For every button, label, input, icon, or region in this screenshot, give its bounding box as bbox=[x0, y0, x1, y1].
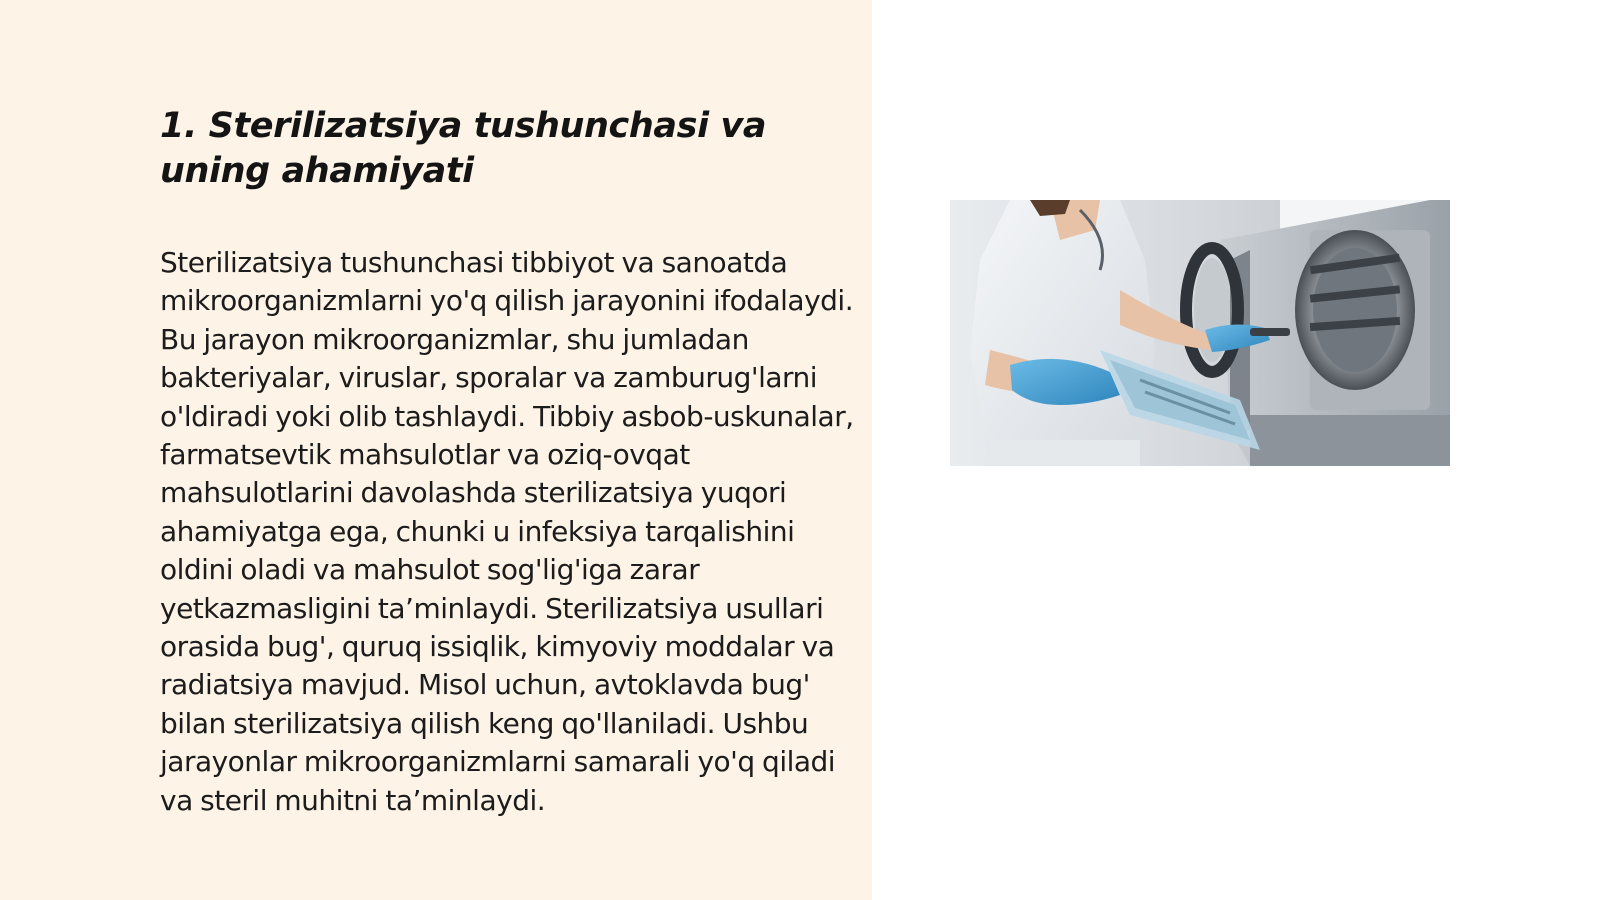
autoclave-sterilization-photo bbox=[950, 200, 1450, 466]
slide-body-text: Sterilizatsiya tushunchasi tibbiyot va sanoatda mikroorganizmlarni yo'q qilish jarayonini ifodalaydi. Bu jarayon mikroorganizmlar, shu jumladan bakteriyalar, viruslar, sporalar va zamburug'larni o'ldiradi yoki olib tashlaydi. Tibbiy asbob-uskunalar, farmatsevtik mahsulotlar va oziq-ovqat mahsulotlarini davolashda sterilizatsiya yuqori ahamiyatga ega, chunki u infeksiya tarqalishini oldini oladi va mahsulot sog'lig'iga zarar yetkazmasligini ta’minlaydi. Sterilizatsiya usullari orasida bug', quruq issiqlik, kimyoviy moddalar va radiatsiya mavjud. Misol uchun, avtoklavda bug' bilan sterilizatsiya qilish keng qo'llaniladi. Ushbu jarayonlar mikroorganizmlarni samarali yo'q qiladi va steril muhitni ta’minlaydi. bbox=[160, 246, 854, 817]
slide-title: 1. Sterilizatsiya tushunchasi va uning ahamiyati bbox=[160, 106, 767, 191]
